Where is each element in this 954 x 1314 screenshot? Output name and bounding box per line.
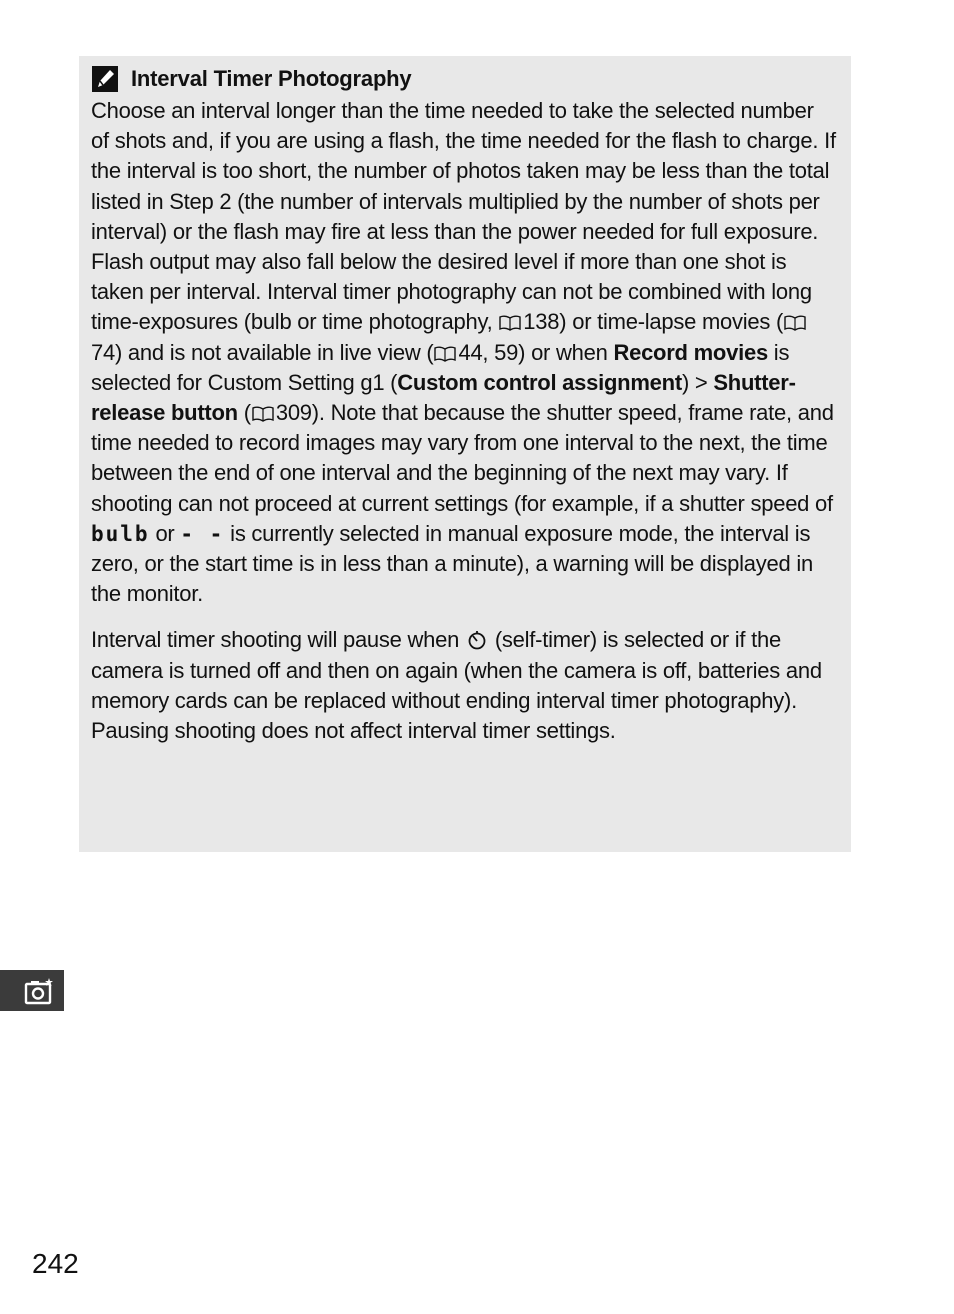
note-paragraph-1: Choose an interval longer than the time needed to take the selected number of shots and, if you are using a flash, the time needed for the flash to charge. If the interval is too short, the number of photos taken may be less than the total listed in Step 2 (the number of intervals multiplied by the number of shots per interval) or the flash may fire at less than the power needed for full exposure. Flash output may also fall below the desired level if more than one shot is taken per interval. Interval timer photography can not be combined with long time-exposures (bulb or time photography, 138) or time-lapse movies (74) and is not available in live view ( 44, 59) or when Record movies is selected for Custom Setting g1 (Custom control assignment) > Shutter-release button ( 309). Note that because the shutter speed, frame rate, and time needed to record images may vary from one interval to the next, the time between the end of one interval and the beginning of the next may vary. If shooting can not proceed at current settings (for example, if a shutter speed of bulb or - - is currently selected in manual exposure mode, the interval is zero, or the start time is in less than a minute), a warning will be displayed in the monitor. [91,98,836,607]
self-timer-icon [467,630,487,650]
section-tab-shooting-menu [0,970,64,1011]
page-ref: 74 [91,339,115,365]
note-title: Interval Timer Photography [131,66,412,91]
note-heading [91,62,837,96]
page-reference-icon [784,315,806,331]
note-box [79,56,851,852]
page-ref: 44, 59 [458,339,519,365]
dashes-display-text: - - [180,521,225,546]
page-ref: 309 [275,400,312,426]
page-reference-icon [252,406,274,422]
page-reference-icon [434,346,456,362]
page-reference-icon [499,315,521,331]
shooting-menu-camera-icon [24,977,54,1005]
bulb-display-text: bulb [91,521,150,546]
menu-item-record-movies: Record movies [613,339,768,365]
menu-item-custom-control-assignment: Custom control assignment [397,369,682,395]
note-paragraph-2: Interval timer shooting will pause when (self-timer) is selected or if the camera is turned off and then on again (when the camera is off, batteries and memory cards can be replaced without ending interval timer photography). Pausing shooting does not affect interval timer settings. [91,627,822,744]
page-ref: 138 [523,309,560,335]
note-pencil-icon [91,65,119,93]
menu-item-shutter-release-button: Shutter-release button [91,369,796,426]
page-number: 242 [32,1248,79,1279]
